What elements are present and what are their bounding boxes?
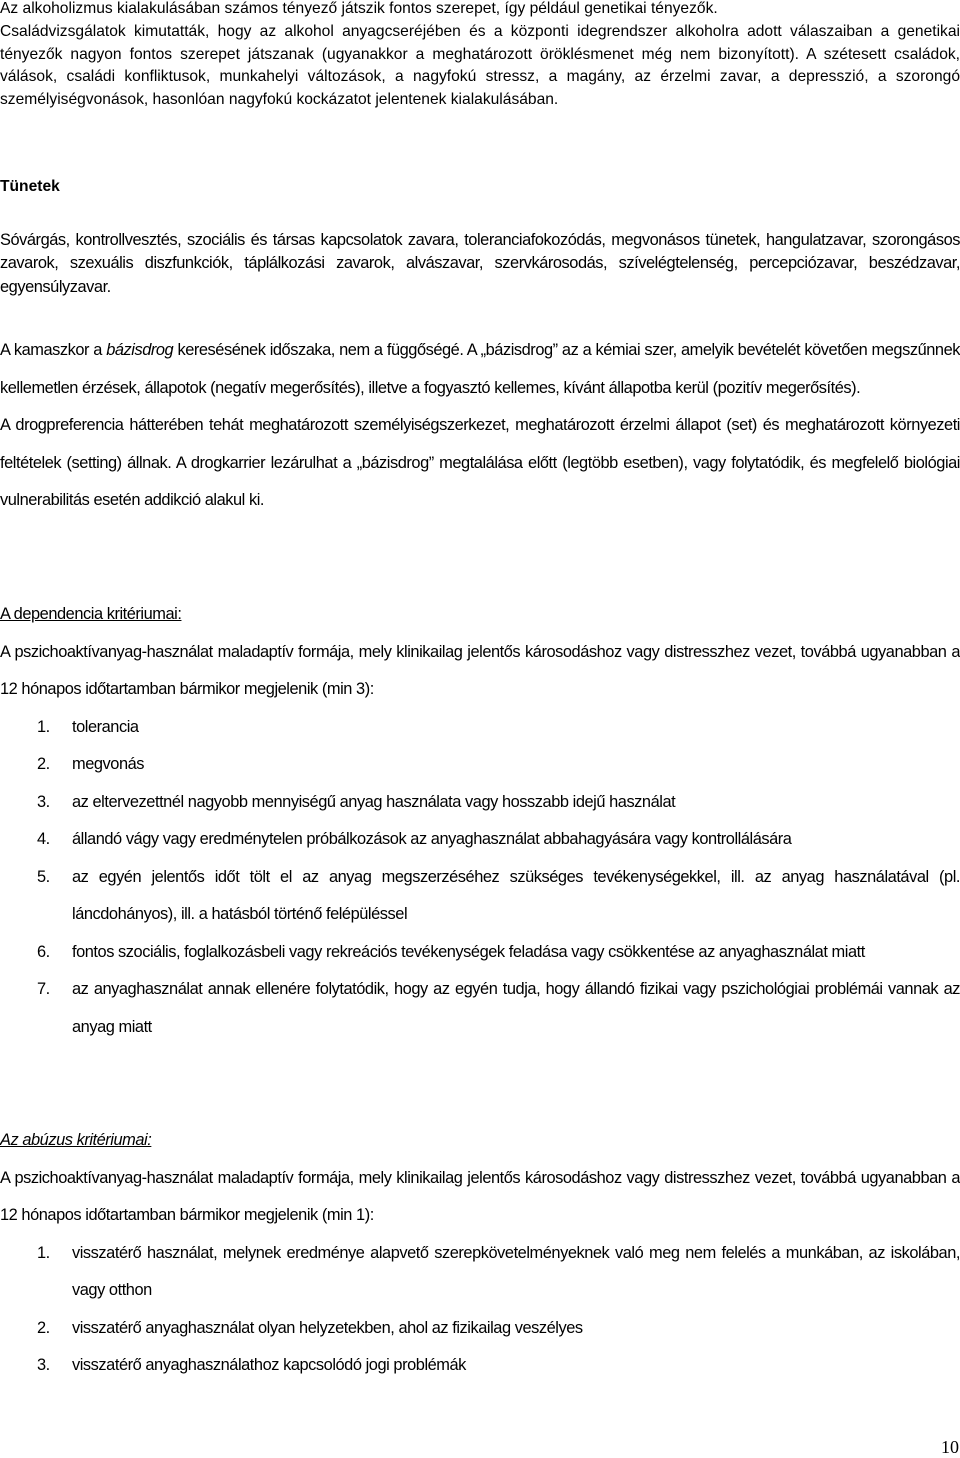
list-item-text: az eltervezettnél nagyobb mennyiségű anyag használata vagy hosszabb idejű használat: [72, 792, 676, 811]
list-item: [0, 1310, 960, 1348]
list-item-number: 3.: [37, 1356, 50, 1374]
basis-p1-emphasis: bázisdrog: [106, 341, 174, 359]
basis-paragraph-1: [0, 332, 960, 407]
list-item-text: fontos szociális, foglalkozásbeli vagy rekreációs tevékenységek feladása vagy csökkentése az anyaghasználat miatt: [72, 942, 865, 961]
list-item-text: tolerancia: [72, 717, 139, 736]
abuse-heading: Az abúzus kritériumai:: [0, 1131, 152, 1149]
abuse-section: [0, 1122, 960, 1385]
list-item-number: 1.: [37, 1243, 50, 1262]
intro-section: [0, 0, 960, 112]
list-item-number: 4.: [37, 830, 50, 848]
list-item-number: 1.: [37, 717, 50, 736]
page-number: 10: [941, 1437, 959, 1457]
list-item-text: az egyén jelentős időt tölt el az anyag megszerzéséhez szükséges tevékenységekkel, ill. az anyag használatával (pl. láncdohányos), ill. a hatásból történő felépüléssel: [72, 867, 960, 923]
list-item-text: megvonás: [72, 755, 145, 773]
list-item-text: visszatérő anyaghasználathoz kapcsolódó jogi problémák: [72, 1356, 466, 1374]
abuse-list: [0, 1235, 960, 1385]
list-item: [0, 746, 960, 784]
dependence-section: [0, 596, 960, 1046]
list-item-text: az anyaghasználat annak ellenére folytatódik, hogy az egyén tudja, hogy állandó fizikai vagy pszichológiai problémái vannak az anyag miatt: [72, 980, 960, 1036]
list-item: [0, 709, 960, 747]
list-item-text: visszatérő anyaghasználat olyan helyzetekben, ahol az fizikailag veszélyes: [72, 1318, 583, 1337]
abuse-intro: A pszichoaktívanyag-használat maladaptív formája, mely klinikailag jelentős károsodáshoz vagy distresszhez vezet, továbbá ugyanabban a 12 hónapos időtartamban bármikor megjelenik (min 1):: [0, 1168, 960, 1224]
list-item-text: állandó vágy vagy eredménytelen próbálkozások az anyaghasználat abbahagyására vagy kontrollálására: [72, 830, 792, 848]
list-item-number: 5.: [37, 867, 50, 886]
basis-section: [0, 332, 960, 520]
list-item-number: 2.: [37, 755, 50, 773]
list-item: [0, 784, 960, 822]
list-item: [0, 821, 960, 859]
basis-p1-start: A kamaszkor a: [0, 341, 107, 359]
basis-paragraph-2: A drogpreferencia hátterében tehát meghatározott személyiségszerkezet, meghatározott érzelmi állapot (set) és meghatározott környezeti feltételek (setting) állnak. A drogkarrier lezárulhat a „bázisdrog” megtalálása előtt (legtöbb esetben), vagy folytatódik, és megfelelő biológiai vulnerabilitás esetén addikció alakul ki.: [0, 416, 960, 509]
list-item-number: 6.: [37, 942, 50, 961]
symptoms-text: Sóvárgás, kontrollvesztés, szociális és társas kapcsolatok zavara, toleranciafokozódás, megvonásos tünetek, hangulatzavar, szorongásos zavarok, szexuális diszfunkciók, táplálkozási zavarok, alvászavar, szervkárosodás, szívelégtelenség, percepciózavar, beszédzavar, egyensúlyzavar.: [0, 231, 960, 296]
list-item: [0, 934, 960, 972]
list-item-number: 3.: [37, 792, 50, 811]
basis-p1-end: keresésének időszaka, nem a függőségé. A „bázisdrog” az a kémiai szer, amelyik bevételét követően megszűnnek kellemetlen érzések, állapotok (negatív megerősítés), illetve a fogyasztó kellemes, kívánt állapotba kerül (pozitív megerősítés).: [0, 341, 960, 397]
dependence-intro: A pszichoaktívanyag-használat maladaptív formája, mely klinikailag jelentős károsodáshoz vagy distresszhez vezet, továbbá ugyanabban a 12 hónapos időtartamban bármikor megjelenik (min 3):: [0, 642, 960, 698]
list-item: [0, 1347, 960, 1385]
intro-line: Az alkoholizmus kialakulásában számos tényező játszik fontos szerepet, így például genetikai tényezők.: [0, 0, 718, 17]
intro-paragraph: Családvizsgálatok kimutatták, hogy az alkohol anyagcseréjében és a központi idegrendszer alkoholra adott válaszaiban a genetikai tényezők nagyon fontos szerepet játszanak (ugyanakkor a meghatározott öröklésmenet még nem bizonyított). A szétesett családok, válások, családi konfliktusok, munkahelyi változások, a nagyfokú stressz, a magány, az érzelmi zavar, a depresszió, a szorongó személyiségvonások, hasonlóan nagyfokú kockázatot jelentenek kialakulásában.: [0, 22, 960, 109]
symptoms-heading: Tünetek: [0, 178, 60, 195]
dependence-heading: A dependencia kritériumai:: [0, 605, 182, 623]
list-item-number: 7.: [37, 980, 50, 998]
list-item-text: visszatérő használat, melynek eredménye alapvető szerepkövetelményeknek való meg nem felelés a munkában, az iskolában, vagy otthon: [72, 1243, 960, 1299]
list-item-number: 2.: [37, 1318, 50, 1337]
symptoms-text-wrap: [0, 229, 960, 299]
dependence-list: [0, 709, 960, 1047]
list-item: [0, 1235, 960, 1310]
symptoms-heading-wrap: [0, 176, 960, 199]
list-item: [0, 971, 960, 1046]
list-item: [0, 859, 960, 934]
